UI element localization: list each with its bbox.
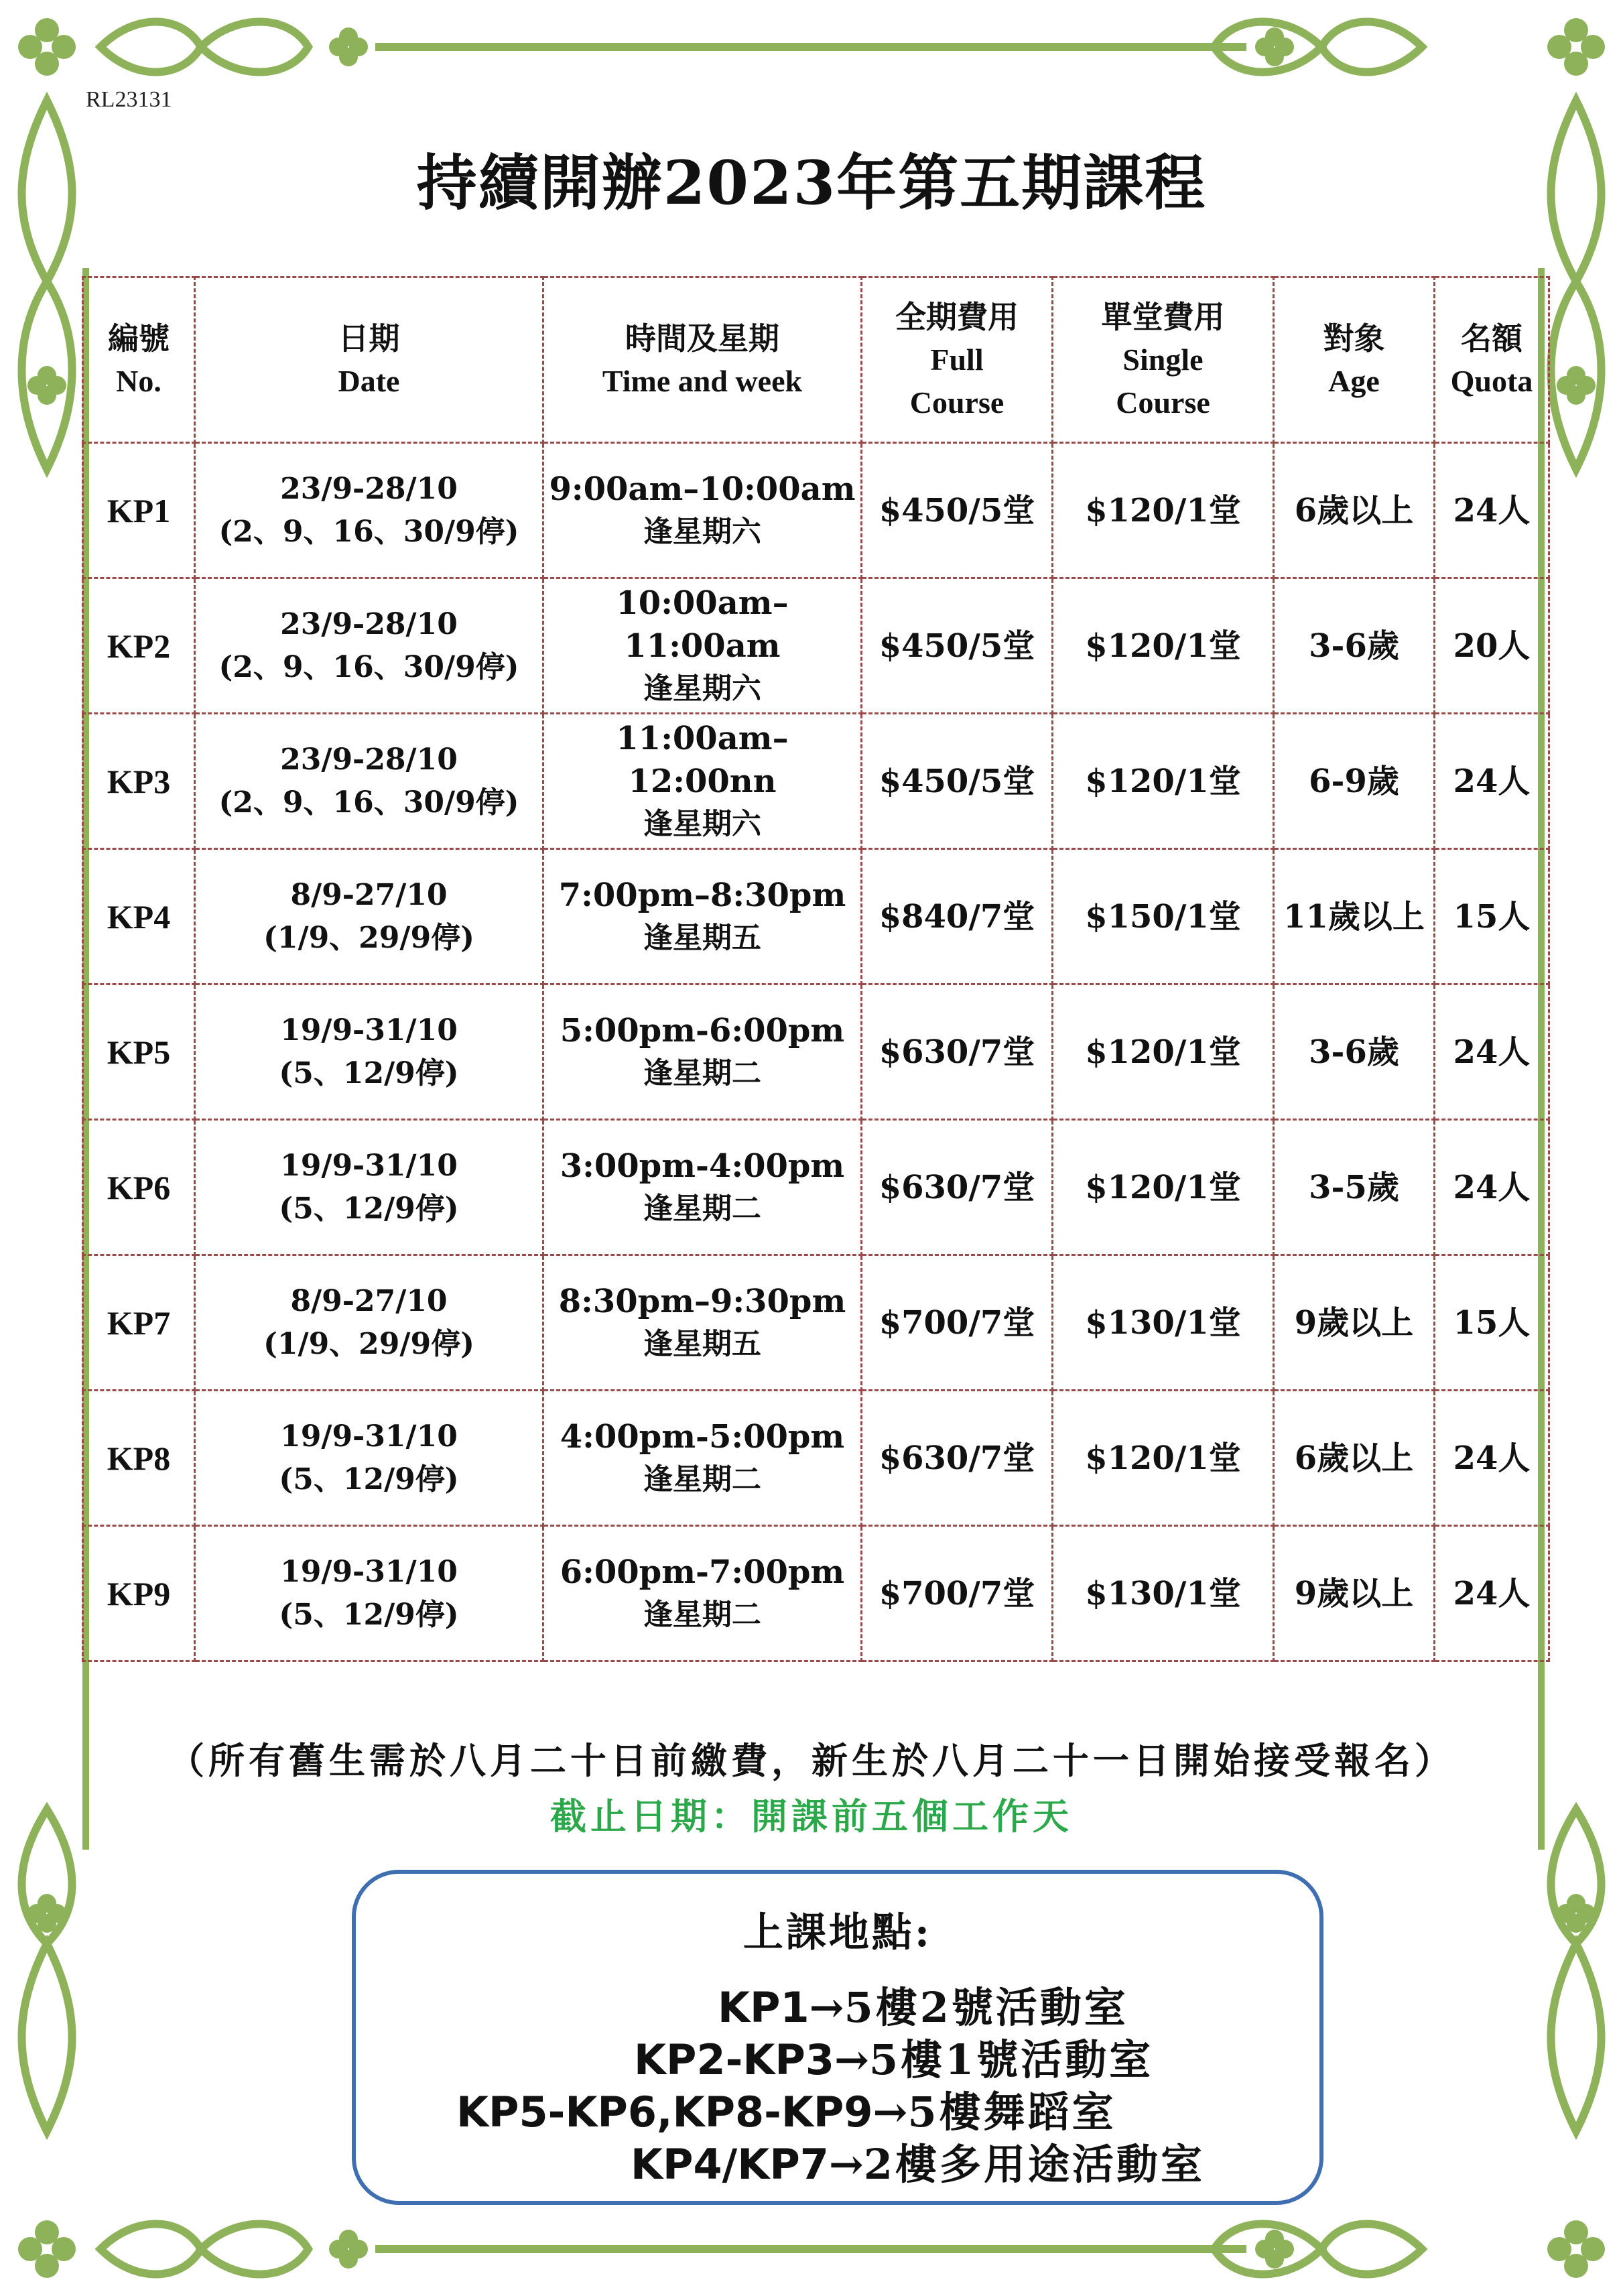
full-course-fee: $630/7堂 — [862, 1120, 1053, 1255]
table-header-row — [83, 277, 1549, 443]
target-age: 3-5歲 — [1274, 1120, 1435, 1255]
venue-line: KP5-KP6,KP8-KP9→5樓舞蹈室 — [456, 2088, 1116, 2136]
single-course-fee: $120/1堂 — [1053, 984, 1274, 1120]
header-time: 時間及星期 Time and week — [543, 277, 862, 443]
quota: 15人 — [1435, 849, 1549, 984]
course-code: KP4 — [83, 849, 195, 984]
table-row — [83, 1120, 1549, 1255]
single-course-fee: $130/1堂 — [1053, 1255, 1274, 1391]
course-code: KP9 — [83, 1526, 195, 1661]
course-schedule-table — [82, 276, 1550, 1662]
table-row — [83, 984, 1549, 1120]
venue-line: KP2-KP3→5樓1號活動室 — [634, 2035, 1154, 2084]
full-course-fee: $630/7堂 — [862, 984, 1053, 1120]
target-age: 9歲以上 — [1274, 1255, 1435, 1391]
full-course-fee: $700/7堂 — [862, 1526, 1053, 1661]
single-course-fee: $130/1堂 — [1053, 1526, 1274, 1661]
quota: 24人 — [1435, 1526, 1549, 1661]
course-time: 7:00pm–8:30pm 逢星期五 — [543, 849, 862, 984]
reference-code: RL23131 — [86, 87, 172, 112]
single-course-fee: $120/1堂 — [1053, 1391, 1274, 1526]
arrow-icon: → — [828, 2140, 864, 2189]
table-row — [83, 714, 1549, 849]
arrow-icon: → — [809, 1983, 844, 2032]
full-course-fee: $630/7堂 — [862, 1391, 1053, 1526]
course-code: KP5 — [83, 984, 195, 1120]
course-code: KP2 — [83, 578, 195, 714]
table-row — [83, 1255, 1549, 1391]
course-time: 11:00am–12:00nn 逢星期六 — [543, 714, 862, 849]
course-code: KP1 — [83, 443, 195, 578]
full-course-fee: $450/5堂 — [862, 578, 1053, 714]
table-row — [83, 443, 1549, 578]
quota: 24人 — [1435, 443, 1549, 578]
course-time: 4:00pm-5:00pm 逢星期二 — [543, 1391, 862, 1526]
course-time: 9:00am–10:00am 逢星期六 — [543, 443, 862, 578]
header-full-course: 全期費用 Full Course — [862, 277, 1053, 443]
deadline-notice: 截止日期：開課前五個工作天 — [550, 1795, 1073, 1838]
quota: 24人 — [1435, 714, 1549, 849]
header-quota: 名額 Quota — [1435, 277, 1549, 443]
course-date: 19/9-31/10 (5、12/9停) — [195, 1526, 543, 1661]
course-time: 5:00pm-6:00pm 逢星期二 — [543, 984, 862, 1120]
course-time: 8:30pm–9:30pm 逢星期五 — [543, 1255, 862, 1391]
full-course-fee: $840/7堂 — [862, 849, 1053, 984]
course-date: 23/9-28/10 (2、9、16、30/9停) — [195, 714, 543, 849]
single-course-fee: $120/1堂 — [1053, 578, 1274, 714]
course-code: KP8 — [83, 1391, 195, 1526]
arrow-icon: → — [834, 2035, 869, 2084]
course-date: 23/9-28/10 (2、9、16、30/9停) — [195, 578, 543, 714]
course-date: 8/9-27/10 (1/9、29/9停) — [195, 849, 543, 984]
course-time: 6:00pm-7:00pm 逢星期二 — [543, 1526, 862, 1661]
quota: 15人 — [1435, 1255, 1549, 1391]
arrow-icon: → — [872, 2088, 908, 2136]
target-age: 11歲以上 — [1274, 849, 1435, 984]
single-course-fee: $120/1堂 — [1053, 443, 1274, 578]
full-course-fee: $450/5堂 — [862, 443, 1053, 578]
table-row — [83, 578, 1549, 714]
quota: 24人 — [1435, 984, 1549, 1120]
header-age: 對象 Age — [1274, 277, 1435, 443]
course-time: 10:00am–11:00am 逢星期六 — [543, 578, 862, 714]
target-age: 3-6歲 — [1274, 578, 1435, 714]
target-age: 6-9歲 — [1274, 714, 1435, 849]
venue-box — [352, 1870, 1323, 2205]
payment-notice: （所有舊生需於八月二十日前繳費，新生於八月二十一日開始接受報名） — [168, 1739, 1455, 1782]
full-course-fee: $700/7堂 — [862, 1255, 1053, 1391]
venue-title: 上課地點: — [742, 1909, 933, 1956]
target-age: 6歲以上 — [1274, 1391, 1435, 1526]
target-age: 6歲以上 — [1274, 443, 1435, 578]
quota: 20人 — [1435, 578, 1549, 714]
course-date: 19/9-31/10 (5、12/9停) — [195, 984, 543, 1120]
header-date: 日期 Date — [195, 277, 543, 443]
single-course-fee: $150/1堂 — [1053, 849, 1274, 984]
page-title: 持續開辦2023年第五期課程 — [416, 147, 1207, 218]
course-code: KP6 — [83, 1120, 195, 1255]
course-time: 3:00pm-4:00pm 逢星期二 — [543, 1120, 862, 1255]
header-single-course: 單堂費用 Single Course — [1053, 277, 1274, 443]
table-row — [83, 1526, 1549, 1661]
table-row — [83, 849, 1549, 984]
single-course-fee: $120/1堂 — [1053, 1120, 1274, 1255]
target-age: 3-6歲 — [1274, 984, 1435, 1120]
course-date: 8/9-27/10 (1/9、29/9停) — [195, 1255, 543, 1391]
header-no: 編號 No. — [83, 277, 195, 443]
venue-line: KP4/KP7→2樓多用途活動室 — [631, 2140, 1205, 2189]
table-row — [83, 1391, 1549, 1526]
course-date: 23/9-28/10 (2、9、16、30/9停) — [195, 443, 543, 578]
course-code: KP3 — [83, 714, 195, 849]
quota: 24人 — [1435, 1120, 1549, 1255]
course-date: 19/9-31/10 (5、12/9停) — [195, 1120, 543, 1255]
full-course-fee: $450/5堂 — [862, 714, 1053, 849]
quota: 24人 — [1435, 1391, 1549, 1526]
course-code: KP7 — [83, 1255, 195, 1391]
course-date: 19/9-31/10 (5、12/9停) — [195, 1391, 543, 1526]
target-age: 9歲以上 — [1274, 1526, 1435, 1661]
venue-line: KP1→5樓2號活動室 — [718, 1983, 1128, 2032]
single-course-fee: $120/1堂 — [1053, 714, 1274, 849]
